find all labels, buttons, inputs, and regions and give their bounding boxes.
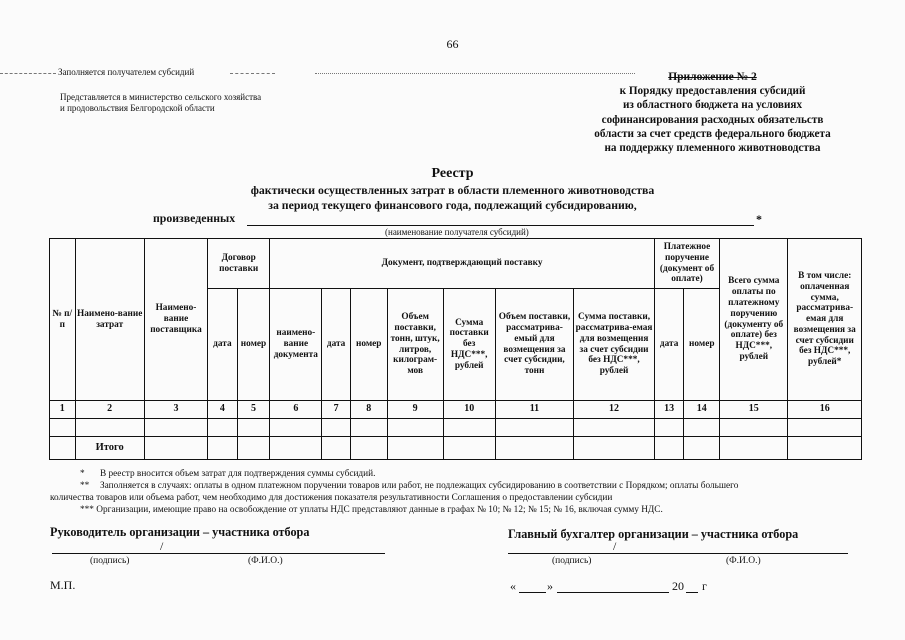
accountant-signature-title: Главный бухгалтер организации – участника отбора bbox=[508, 527, 799, 541]
stamp-placeholder: М.П. bbox=[50, 578, 76, 592]
col-number: 2 bbox=[75, 401, 144, 419]
page-number: 66 bbox=[446, 37, 459, 51]
header-doc-name: наимено-вание документа bbox=[270, 289, 322, 401]
submitted-to-line1: Представляется в министерство сельского хозяйства bbox=[60, 92, 262, 102]
col-number: 8 bbox=[350, 401, 387, 419]
header-contract: Договор поставки bbox=[208, 239, 270, 289]
register-table bbox=[49, 238, 862, 460]
header-pay-date: дата bbox=[654, 289, 684, 401]
header-incl-paid: В том числе: оплаченная сумма, рассматрива-емая для возмещения за счет субсидии без НДС***, рублей* bbox=[788, 239, 862, 401]
table-row-total bbox=[50, 437, 862, 460]
date-year-suffix: г bbox=[702, 579, 707, 593]
header-sum-refund: Сумма поставки, рассматрива-емая для возмещения за счет субсидии без НДС***, рублей bbox=[574, 289, 655, 401]
head-signature-title: Руководитель организации – участника отбора bbox=[50, 525, 310, 539]
date-year-prefix: 20 bbox=[672, 579, 684, 593]
note2-line1: Заполняется в случаях: оплаты в одном платежном поручении товаров или работ, не подлежащих субсидированию в соответствии с Порядком; оплаты большего bbox=[100, 481, 739, 491]
accountant-fio-caption: (Ф.И.О.) bbox=[726, 556, 761, 566]
register-title: Реестр bbox=[431, 166, 474, 181]
col-number: 6 bbox=[270, 401, 322, 419]
note3: *** Организации, имеющие право на освобождение от уплаты НДС представляют данные в графах № 10; № 12; № 15; № 16, включая сумму НДС. bbox=[80, 505, 663, 515]
date-quote-close: » bbox=[547, 579, 553, 593]
header-doc-date: дата bbox=[322, 289, 351, 401]
header-document: Документ, подтверждающий поставку bbox=[270, 239, 655, 289]
col-number: 16 bbox=[788, 401, 862, 419]
col-number: 15 bbox=[720, 401, 788, 419]
submitted-to-line2: и продовольствия Белгородской области bbox=[60, 103, 215, 113]
header-volume: Объем поставки, тонн, штук, литров, килограм-мов bbox=[387, 289, 443, 401]
recipient-name-line bbox=[247, 225, 754, 226]
head-slash: / bbox=[160, 539, 164, 553]
date-year-line bbox=[686, 592, 698, 593]
note2-mark: ** bbox=[80, 481, 90, 491]
header-payment: Платежное поручение (документ об оплате) bbox=[654, 239, 719, 289]
head-signature-line bbox=[52, 553, 385, 554]
col-number: 11 bbox=[495, 401, 574, 419]
col-number: 14 bbox=[684, 401, 720, 419]
header-contract-date: дата bbox=[208, 289, 238, 401]
header-sum-no-vat: Сумма поставки без НДС***, рублей bbox=[443, 289, 495, 401]
col-number: 1 bbox=[50, 401, 76, 419]
date-quote-open: « bbox=[510, 579, 516, 593]
top-dash-mid bbox=[230, 73, 275, 74]
appendix-line: на поддержку племенного животноводства bbox=[604, 142, 821, 155]
appendix-number: Приложение № 2 bbox=[668, 71, 757, 83]
note1: В реестр вносится объем затрат для подтверждения суммы субсидий. bbox=[100, 469, 376, 479]
filled-by-note: Заполняется получателем субсидий bbox=[58, 67, 195, 77]
col-number: 7 bbox=[322, 401, 351, 419]
appendix-line: из областного бюджета на условиях bbox=[622, 99, 803, 112]
col-number: 9 bbox=[387, 401, 443, 419]
col-number: 10 bbox=[443, 401, 495, 419]
recipient-caption: (наименование получателя субсидий) bbox=[385, 227, 529, 237]
col-number: 4 bbox=[208, 401, 238, 419]
produced-asterisk: * bbox=[756, 212, 762, 226]
header-num: № п/п bbox=[50, 239, 76, 401]
top-dash-left bbox=[0, 73, 56, 74]
accountant-signature-caption: (подпись) bbox=[552, 556, 592, 566]
header-cost-name: Наимено-вание затрат bbox=[75, 239, 144, 401]
header-volume-refund: Объем поставки, рассматрива-емый для возмещения за счет субсидии, тонн bbox=[495, 289, 574, 401]
total-label: Итого bbox=[75, 437, 144, 460]
note1-mark: * bbox=[80, 469, 85, 479]
table-row-empty bbox=[50, 419, 862, 437]
head-fio-caption: (Ф.И.О.) bbox=[248, 556, 283, 566]
header-doc-number: номер bbox=[350, 289, 387, 401]
appendix-line: к Порядку предоставления субсидий bbox=[619, 85, 806, 98]
header-pay-number: номер bbox=[684, 289, 720, 401]
appendix-block bbox=[560, 70, 865, 155]
accountant-slash: / bbox=[613, 539, 617, 553]
header-contract-number: номер bbox=[237, 289, 270, 401]
accountant-signature-line bbox=[508, 553, 848, 554]
col-number: 3 bbox=[144, 401, 207, 419]
col-number: 12 bbox=[574, 401, 655, 419]
appendix-line: софинансирования расходных обязательств bbox=[601, 113, 824, 126]
appendix-line: области за счет средств федерального бюджета bbox=[594, 127, 831, 140]
col-number: 5 bbox=[237, 401, 270, 419]
register-subtitle-1: фактически осуществленных затрат в области племенного животноводства bbox=[250, 183, 655, 197]
col-number: 13 bbox=[654, 401, 684, 419]
date-month-line bbox=[557, 592, 669, 593]
header-supplier-name: Наимено-вание поставщика bbox=[144, 239, 207, 401]
date-day-line bbox=[519, 592, 546, 593]
produced-label: произведенных bbox=[153, 211, 236, 225]
note2-line2: количества товаров или объема работ, чем необходимо для достижения показателя результативности Соглашения о предоставлении субсидии bbox=[50, 493, 613, 503]
head-signature-caption: (подпись) bbox=[90, 556, 130, 566]
header-total-paid: Всего сумма оплаты по платежному поручению (документу об оплате) без НДС***, рублей bbox=[720, 239, 788, 401]
register-subtitle-2: за период текущего финансового года, подлежащий субсидированию, bbox=[268, 198, 637, 212]
